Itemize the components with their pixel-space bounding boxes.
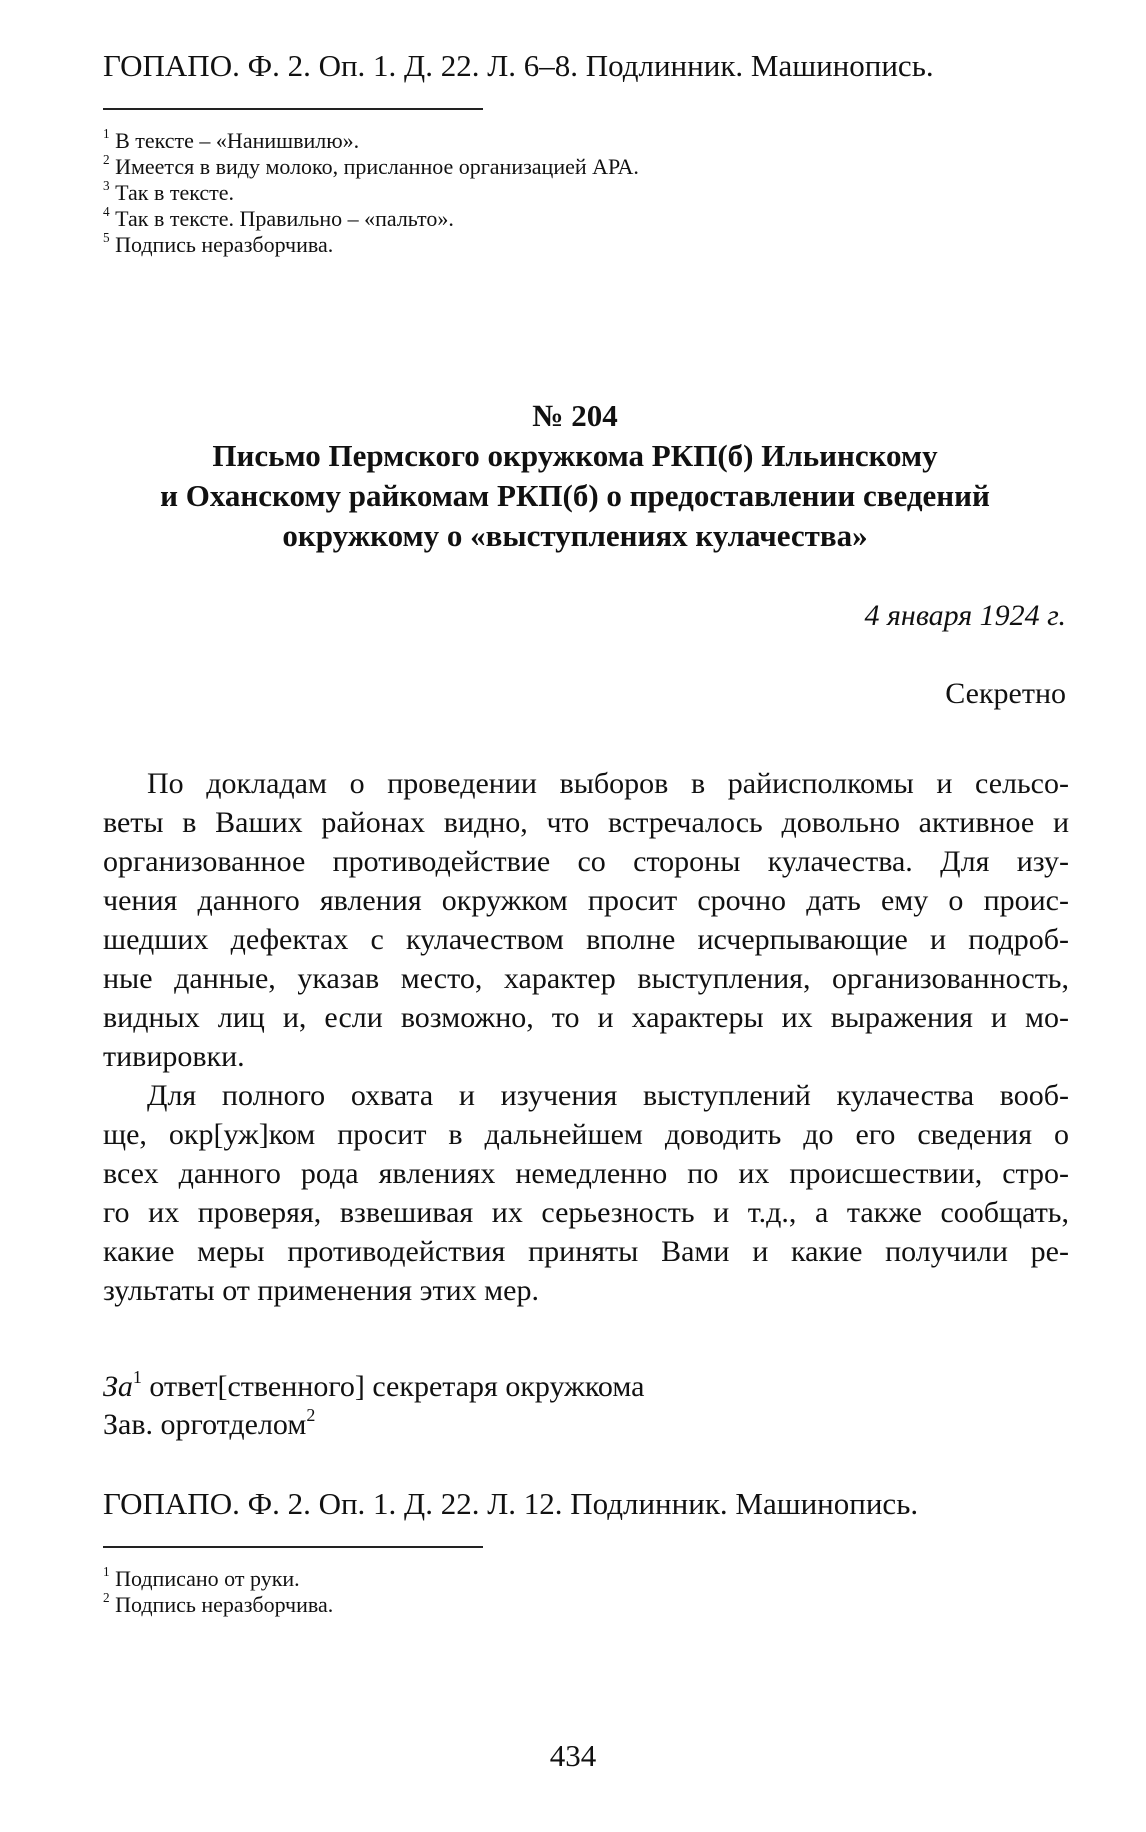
- footnote-divider-bottom: [103, 1546, 483, 1548]
- footnote-divider-top: [103, 108, 483, 110]
- signature-block: [103, 1368, 644, 1444]
- footnote-item: [103, 154, 1003, 180]
- document-source-reference: ГОПАПО. Ф. 2. Оп. 1. Д. 22. Л. 12. Подлинник. Машинопись.: [103, 1486, 919, 1521]
- text-line: какие меры противодействия приняты Вами и какие получили ре-: [103, 1235, 1069, 1268]
- footnote-text: Так в тексте.: [115, 180, 234, 205]
- footnote-number: 1: [103, 1564, 110, 1580]
- footnote-number: 3: [103, 178, 110, 194]
- paragraph-1: [103, 764, 1069, 1076]
- signature-prefix: За: [103, 1370, 133, 1403]
- footnote-text: Имеется в виду молоко, присланное организацией АРА.: [115, 154, 639, 179]
- text-line: По докладам о проведении выборов в райисполкомы и сельсо-: [147, 767, 1069, 800]
- footnote-item: [103, 232, 1003, 258]
- footnote-item: [103, 206, 1003, 232]
- footnote-text: Так в тексте. Правильно – «пальто».: [115, 206, 454, 231]
- text-line: го их проверяя, взвешивая их серьезность и т.д., а также сообщать,: [103, 1196, 1069, 1229]
- document-title-line: окружкому о «выступлениях кулачества»: [282, 518, 868, 553]
- paragraph-2: [103, 1076, 1069, 1310]
- classification-label: Секретно: [945, 677, 1066, 710]
- footnote-item: [103, 1592, 1003, 1618]
- document-footnotes: [103, 1566, 1003, 1618]
- footnote-number: 2: [103, 152, 110, 168]
- signature-line-1: [103, 1368, 644, 1406]
- text-line: всех данного рода явлениях немедленно по их происшествии, стро-: [103, 1157, 1069, 1190]
- text-line: ще, окр[уж]ком просит в дальнейшем доводить до его сведения о: [103, 1118, 1069, 1151]
- text-line: чения данного явления окружком просит срочно дать ему о проис-: [103, 884, 1069, 917]
- signature-line-2: [103, 1406, 644, 1444]
- signature-title: Зав. орготделом: [103, 1408, 307, 1441]
- document-title-line: и Оханскому райкомам РКП(б) о предоставлении сведений: [160, 478, 990, 513]
- top-footnotes: [103, 128, 1003, 258]
- text-line: Для полного охвата и изучения выступлений кулачества вооб-: [147, 1079, 1069, 1112]
- footnote-marker: 2: [306, 1405, 316, 1426]
- text-line: зультаты от применения этих мер.: [103, 1274, 539, 1307]
- text-line: тивировки.: [103, 1040, 245, 1073]
- footnote-text: Подписано от руки.: [115, 1566, 300, 1591]
- signature-title: ответ[ственного] секретаря окружкома: [141, 1370, 645, 1403]
- text-line: шедших дефектах с кулачеством вполне исчерпывающие и подроб-: [103, 923, 1069, 956]
- footnote-text: Подпись неразборчива.: [115, 232, 334, 257]
- document-date: 4 января 1924 г.: [864, 599, 1066, 632]
- text-line: видных лиц и, если возможно, то и характеры их выражения и мо-: [103, 1001, 1069, 1034]
- footnote-text: Подпись неразборчива.: [115, 1592, 334, 1617]
- footnote-text: В тексте – «Нанишвилю».: [115, 128, 360, 153]
- footnote-number: 1: [103, 126, 110, 142]
- document-number: № 204: [532, 398, 618, 433]
- footnote-number: 4: [103, 204, 110, 220]
- footnote-item: [103, 180, 1003, 206]
- footnote-item: [103, 1566, 1003, 1592]
- footnote-number: 5: [103, 230, 110, 246]
- text-line: веты в Ваших районах видно, что встречалось довольно активное и: [103, 806, 1069, 839]
- page-number: 434: [549, 1738, 597, 1773]
- footnote-item: [103, 128, 1003, 154]
- document-title-line: Письмо Пермского окружкома РКП(б) Ильинскому: [212, 438, 938, 473]
- text-line: ные данные, указав место, характер выступления, организованность,: [103, 962, 1069, 995]
- text-line: организованное противодействие со стороны кулачества. Для изу-: [103, 845, 1069, 878]
- footnote-number: 2: [103, 1590, 110, 1606]
- document-heading: [90, 396, 1060, 556]
- top-source-reference: ГОПАПО. Ф. 2. Оп. 1. Д. 22. Л. 6–8. Подлинник. Машинопись.: [103, 48, 934, 83]
- footnote-marker: 1: [132, 1367, 142, 1388]
